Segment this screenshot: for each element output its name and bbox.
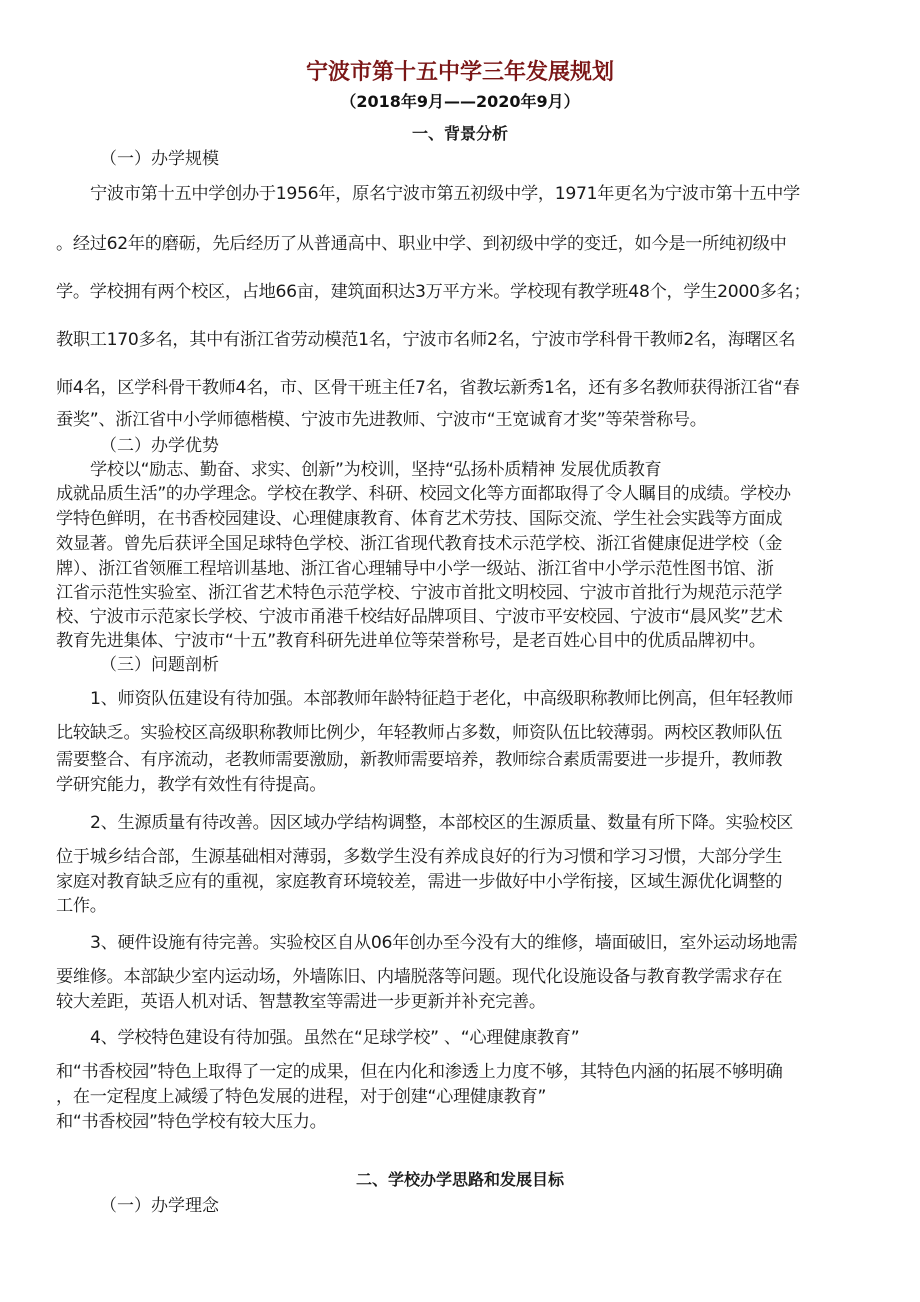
paragraph-line: 教职工170多名，其中有浙江省劳动模范1名，宁波市名师2名，宁波市学科骨干教师2名，海曙区名 <box>56 330 796 350</box>
paragraph-line: 要维修。本部缺少室内运动场，外墙陈旧、内墙脱落等问题。现代化设施设备与教育教学需求存在 <box>56 967 783 987</box>
paragraph-line: 较大差距，英语人机对话、智慧教室等需进一步更新并补充完善。 <box>56 992 546 1012</box>
paragraph-line: 学校以“励志、勤奋、求实、创新”为校训，坚持“弘扬朴质精神 发展优质教育 <box>90 460 662 480</box>
paragraph-line: 学。学校拥有两个校区，占地66亩，建筑面积达3万平方米。学校现有教学班48个，学生2000多名； <box>56 282 811 302</box>
paragraph-line: 1、师资队伍建设有待加强。本部教师年龄特征趋于老化，中高级职称教师比例高，但年轻教师 <box>90 689 794 709</box>
paragraph-line: 蚕奖”、浙江省中小学师德楷模、宁波市先进教师、宁波市“王宽诚育才奖”等荣誉称号。 <box>56 410 707 430</box>
subsection-heading-philosophy: （一）办学理念 <box>100 1196 219 1216</box>
paragraph-line: 位于城乡结合部，生源基础相对薄弱，多数学生没有养成良好的行为习惯和学习习惯，大部分学生 <box>56 847 783 867</box>
document-date-range: （2018年9月——2020年9月） <box>340 92 580 111</box>
document-title: 宁波市第十五中学三年发展规划 <box>305 60 614 85</box>
paragraph-line: 学特色鲜明，在书香校园建设、心理健康教育、体育艺术劳技、国际交流、学生社会实践等方面成 <box>56 509 783 529</box>
paragraph-line: 4、学校特色建设有待加强。虽然在“足球学校” 、“心理健康教育” <box>90 1028 580 1048</box>
paragraph-line: 牌）、浙江省领雁工程培训基地、浙江省心理辅导中小学一级站、浙江省中小学示范性图书馆、浙 <box>56 559 774 579</box>
paragraph-line: 和“书香校园”特色学校有较大压力。 <box>56 1112 327 1132</box>
paragraph-line: 和“书香校园”特色上取得了一定的成果，但在内化和渗透上力度不够，其特色内涵的拓展不够明确 <box>56 1062 783 1082</box>
paragraph-line: 校、宁波市示范家长学校、宁波市甬港千校结好品牌项目、宁波市平安校园、宁波市“晨风奖”艺术 <box>56 607 783 627</box>
paragraph-line: 江省示范性实验室、浙江省艺术特色示范学校、宁波市首批文明校园、宁波市首批行为规范示范学 <box>56 583 783 603</box>
paragraph-line: 2、生源质量有待改善。因区域办学结构调整，本部校区的生源质量、数量有所下降。实验校区 <box>90 813 794 833</box>
paragraph-line: 工作。 <box>56 896 107 916</box>
paragraph-line: 成就品质生活”的办学理念。学校在教学、科研、校园文化等方面都取得了令人瞩目的成绩。学校办 <box>56 484 791 504</box>
subsection-heading-advantages: （二）办学优势 <box>100 436 219 456</box>
paragraph-line: 学研究能力，教学有效性有待提高。 <box>56 775 327 795</box>
section-heading-background: 一、背景分析 <box>411 124 508 143</box>
paragraph-line: 比较缺乏。实验校区高级职称教师比例少，年轻教师占多数，师资队伍比较薄弱。两校区教师队伍 <box>56 723 783 743</box>
paragraph-line: 效显著。曾先后获评全国足球特色学校、浙江省现代教育技术示范学校、浙江省健康促进学校（金 <box>56 534 783 554</box>
paragraph-line: 宁波市第十五中学创办于1956年，原名宁波市第五初级中学，1971年更名为宁波市第十五中学 <box>90 184 800 204</box>
paragraph-line: 家庭对教育缺乏应有的重视，家庭教育环境较差，需进一步做好中小学衔接，区域生源优化调整的 <box>56 872 783 892</box>
paragraph-line: 师4名，区学科骨干教师4名，市、区骨干班主任7名，省教坛新秀1名，还有多名教师获得浙江省“春 <box>56 378 800 398</box>
paragraph-line: ，在一定程度上减缓了特色发展的进程，对于创建“心理健康教育” <box>56 1087 547 1107</box>
subsection-heading-scale: （一）办学规模 <box>100 149 219 169</box>
paragraph-line: 教育先进集体、宁波市“十五”教育科研先进单位等荣誉称号，是老百姓心目中的优质品牌初中。 <box>56 631 766 651</box>
subsection-heading-problems: （三）问题剖析 <box>100 655 219 675</box>
paragraph-line: 需要整合、有序流动，老教师需要激励，新教师需要培养，教师综合素质需要进一步提升，教师教 <box>56 750 783 770</box>
paragraph-line: 。经过62年的磨砺，先后经历了从普通高中、职业中学、到初级中学的变迁，如今是一所纯初级中 <box>56 234 787 254</box>
section-heading-goals: 二、学校办学思路和发展目标 <box>355 1170 564 1189</box>
paragraph-line: 3、硬件设施有待完善。实验校区自从06年创办至今没有大的维修，墙面破旧，室外运动场地需 <box>90 933 798 953</box>
